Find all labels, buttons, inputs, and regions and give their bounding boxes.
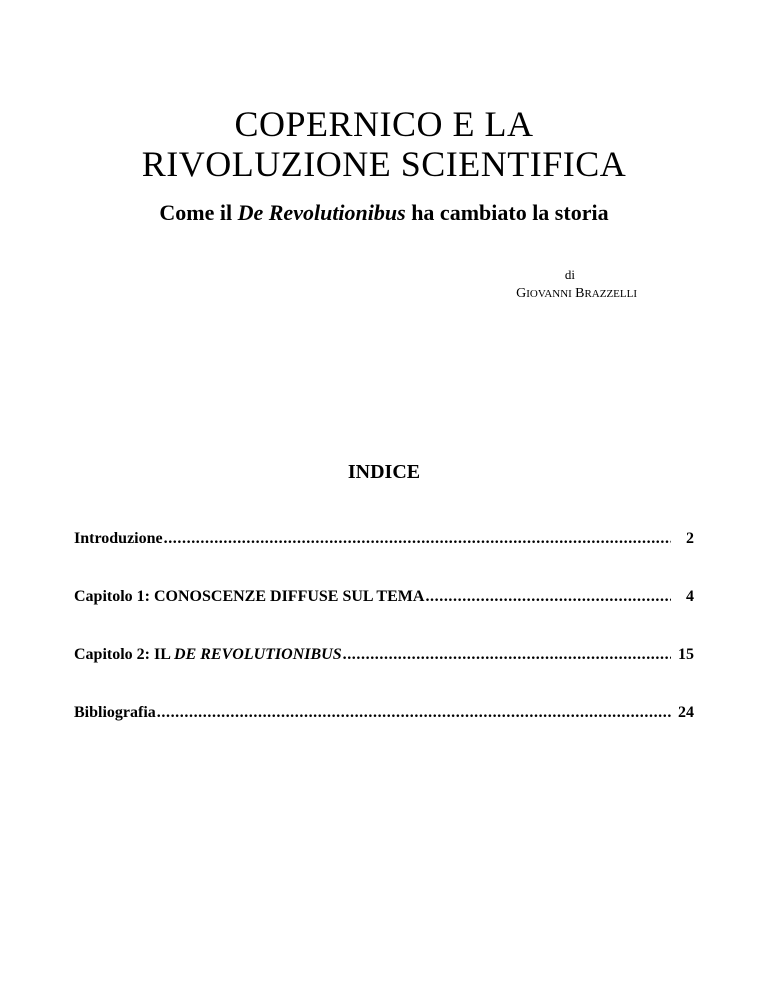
toc-entry-page: 2 bbox=[686, 530, 694, 547]
subtitle-suffix: ha cambiato la storia bbox=[405, 200, 609, 225]
toc-entry-page: 24 bbox=[678, 704, 694, 721]
toc-entry-label bbox=[74, 646, 342, 664]
toc-entry-label bbox=[74, 530, 163, 548]
toc-dot-leader bbox=[157, 704, 671, 722]
toc-dot-leader bbox=[164, 530, 671, 548]
author-last-rest: RAZZELLI bbox=[584, 288, 637, 300]
author-block bbox=[397, 266, 637, 303]
document-subtitle bbox=[0, 199, 768, 227]
subtitle-prefix: Come il bbox=[159, 200, 238, 225]
author-name bbox=[397, 284, 637, 303]
toc-entry-label bbox=[74, 588, 424, 606]
toc-entry-page: 15 bbox=[678, 646, 694, 663]
author-first-initial: G bbox=[516, 286, 527, 301]
toc-entry-label-text: Capitolo 2: IL bbox=[74, 646, 175, 663]
author-first-rest: IOVANNI bbox=[526, 288, 572, 300]
index-heading: INDICE bbox=[347, 461, 421, 483]
document-title bbox=[0, 104, 768, 184]
title-line-2: RIVOLUZIONE SCIENTIFICA bbox=[141, 144, 627, 184]
toc-entry-bibliography[interactable] bbox=[74, 704, 694, 726]
toc-entry-label-text: Introduzione bbox=[74, 530, 163, 547]
author-last-initial: B bbox=[575, 286, 585, 301]
toc-entry-label bbox=[74, 704, 156, 722]
toc-entry-page: 4 bbox=[686, 588, 694, 605]
toc-entry-chapter-1[interactable] bbox=[74, 588, 694, 610]
toc-dot-leader bbox=[425, 588, 671, 606]
toc-entry-chapter-2[interactable] bbox=[74, 646, 694, 668]
title-line-1: COPERNICO E LA bbox=[234, 104, 534, 144]
toc-dot-leader bbox=[343, 646, 671, 664]
toc-entry-label-text: Capitolo 1: CONOSCENZE DIFFUSE SUL TEMA bbox=[74, 588, 425, 605]
toc-entry-introduction[interactable] bbox=[74, 530, 694, 552]
by-label: di bbox=[564, 267, 575, 282]
toc-entry-label-italic: DE REVOLUTIONIBUS bbox=[174, 646, 342, 663]
subtitle-italic-work: De Revolutionibus bbox=[237, 200, 406, 225]
toc-entry-label-text: Bibliografia bbox=[74, 704, 156, 721]
